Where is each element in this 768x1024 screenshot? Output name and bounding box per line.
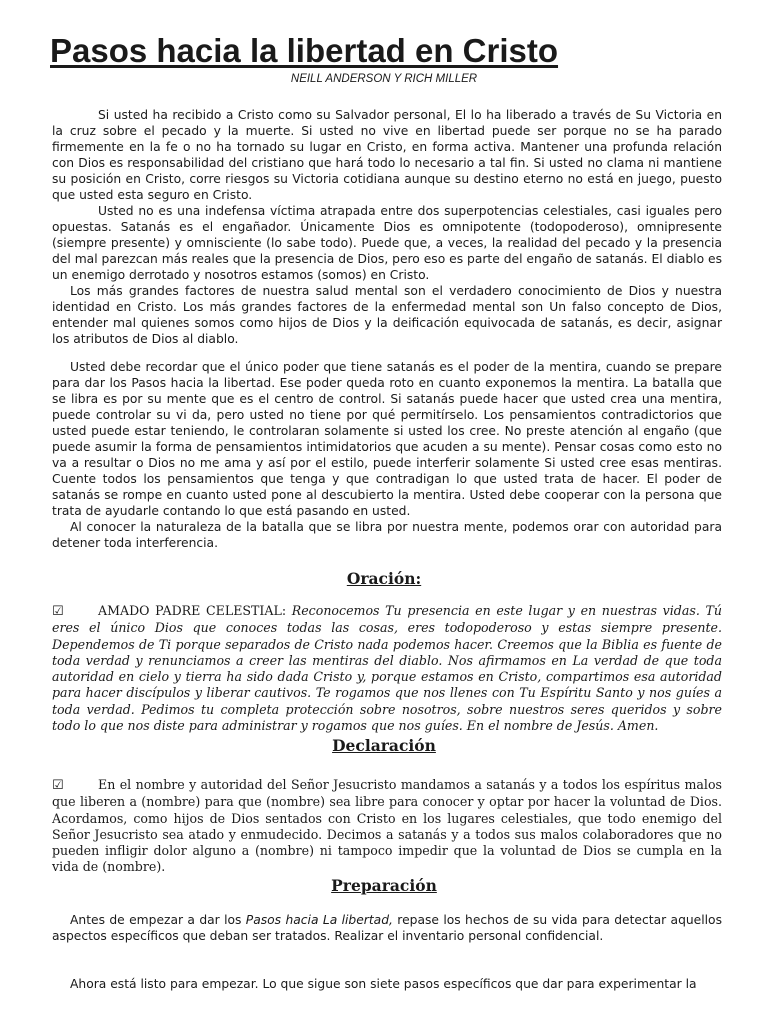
oracion-section <box>52 603 722 734</box>
preparacion-text-a: Antes de empezar a dar los <box>70 913 246 927</box>
oracion-heading: Oración: <box>346 569 422 588</box>
preparacion-italic: Pasos hacia La libertad, <box>245 913 393 927</box>
intro-paragraph-2: Usted no es una indefensa víctima atrapada entre dos superpotencias celestiales, casi iguales pero opuestas. Satanás es el engañador. Únicamente Dios es omnipotente (todopoderoso), omnipresente (siempre presente) y omnisciente (lo sabe todo). Puede que, a veces, la realidad del pecado y la presencia del mal parezcan más reales que la presencia de Dios, pero eso es parte del engaño de satanás. El diablo es un enemigo derrotado y nosotros estamos (somos) en Cristo. <box>52 204 722 282</box>
preparacion-section <box>52 912 722 944</box>
preparacion-heading: Preparación <box>331 876 437 895</box>
final-section <box>52 976 722 992</box>
intro-section <box>52 107 722 347</box>
checkbox-icon: ☑ <box>52 778 64 793</box>
oracion-lead: AMADO PADRE CELESTIAL: <box>98 603 287 618</box>
battle-paragraph-2: Al conocer la naturaleza de la batalla que se libra por nuestra mente, podemos orar con autoridad para detener toda interferencia. <box>52 520 722 550</box>
declaracion-section <box>52 777 722 876</box>
oracion-body: Reconocemos Tu presencia en este lugar y en nuestras vidas. Tú eres el único Dios que conoces todas las cosas, eres todopoderoso y estas siempre presente. Dependemos de Ti porque separados de Cristo nada podemos hacer. Creemos que la Biblia es fuente de toda verdad y renunciamos a creer las mentiras del diablo. Nos afirmamos en La verdad de que toda autoridad en cielo y tierra ha sido dada Cristo y, porque estamos en Cristo, compartimos esa autoridad para hacer discípulos y liberar cautivos. Te rogamos que nos llenes con Tu Espíritu Santo y nos guíes a toda verdad. Pedimos tu completa protección sobre nosotros, sobre nuestros seres queridos y sobre todo lo que nos diste para administrar y rogamos que nos guíes. En el nombre de Jesús. Amen. <box>52 603 722 734</box>
document-title: Pasos hacia la libertad en Cristo <box>50 32 559 69</box>
oracion-paragraph <box>52 603 722 734</box>
declaracion-body: En el nombre y autoridad del Señor Jesucristo mandamos a satanás y a todos los espíritus malos que liberen a (nombre) para que (nombre) sea libre para conocer y optar por hacer la voluntad de Dios. Acordamos, como hijos de Dios sentados con Cristo en los lugares celestiales, que todo enemigo del Señor Jesucristo sea atado y enmudecido. Decimos a satanás y a todos sus malos colaboradores que no pueden infligir dolor alguno a (nombre) ni tampoco impedir que la voluntad de Dios se cumpla en la vida de (nombre). <box>52 777 722 875</box>
intro-paragraph-1: Si usted ha recibido a Cristo como su Salvador personal, El lo ha liberado a través de Su Victoria en la cruz sobre el pecado y la muerte. Si usted no vive en libertad puede ser porque no se ha parado firmemente en la fe o no ha tornado su lugar en Cristo, en forma activa. Mantener una profunda relación con Dios es responsabilidad del cristiano que hará todo lo necesario a tal fin. Si usted no clama ni mantiene su posición en Cristo, corre riesgos su Victoria cotidiana aunque su destino eterno no está en juego, puesto que usted esta seguro en Cristo. <box>52 108 722 202</box>
preparacion-paragraph-1 <box>52 912 722 944</box>
document-authors: NEILL ANDERSON Y RICH MILLER <box>290 73 478 85</box>
declaracion-heading: Declaración <box>332 736 436 755</box>
battle-paragraph-1: Usted debe recordar que el único poder que tiene satanás es el poder de la mentira, cuando se prepare para dar los Pasos hacia la libertad. Ese poder queda roto en cuanto exponemos la mentira. La batalla que se libra es por su mente que es el centro de control. Si satanás puede hacer que usted crea una mentira, puede controlar su vi da, pero usted no tiene por qué permitírselo. Los pensamientos contradictorios que usted puede estar teniendo, le controlaran solamente si usted los cree. No preste atención al engaño (que puede asumir la forma de pensamientos intimidatorios que acuden a su mente). Pensar cosas como esto no va a resultar o Dios no me ama y así por el estilo, puede interferir solamente Si usted cree esas mentiras. Cuente todos los pensamientos que tenga y que contradigan lo que usted trata de hacer. El poder de satanás se rompe en cuanto usted pone al descubierto la mentira. Usted debe cooperar con la persona que trata de ayudarle contando lo que está pasando en usted. <box>52 360 722 518</box>
preparacion-text-b: repase los hechos de su vida para detectar aquellos aspectos específicos que deban ser tratados. Realizar el inventario personal confidencial. <box>52 913 722 943</box>
checkbox-icon: ☑ <box>52 604 64 619</box>
intro-paragraph-3: Los más grandes factores de nuestra salud mental son el verdadero conocimiento de Dios y nuestra identidad en Cristo. Los más grandes factores de la enfermedad mental son Un falso concepto de Dios, entender mal quienes somos como hijos de Dios y la deificación equivocada de satanás, es decir, asignar los atributos de Dios al diablo. <box>52 284 722 346</box>
battle-section <box>52 359 722 551</box>
final-paragraph: Ahora está listo para empezar. Lo que sigue son siete pasos específicos que dar para experimentar la <box>70 977 697 991</box>
declaracion-paragraph <box>52 777 722 876</box>
